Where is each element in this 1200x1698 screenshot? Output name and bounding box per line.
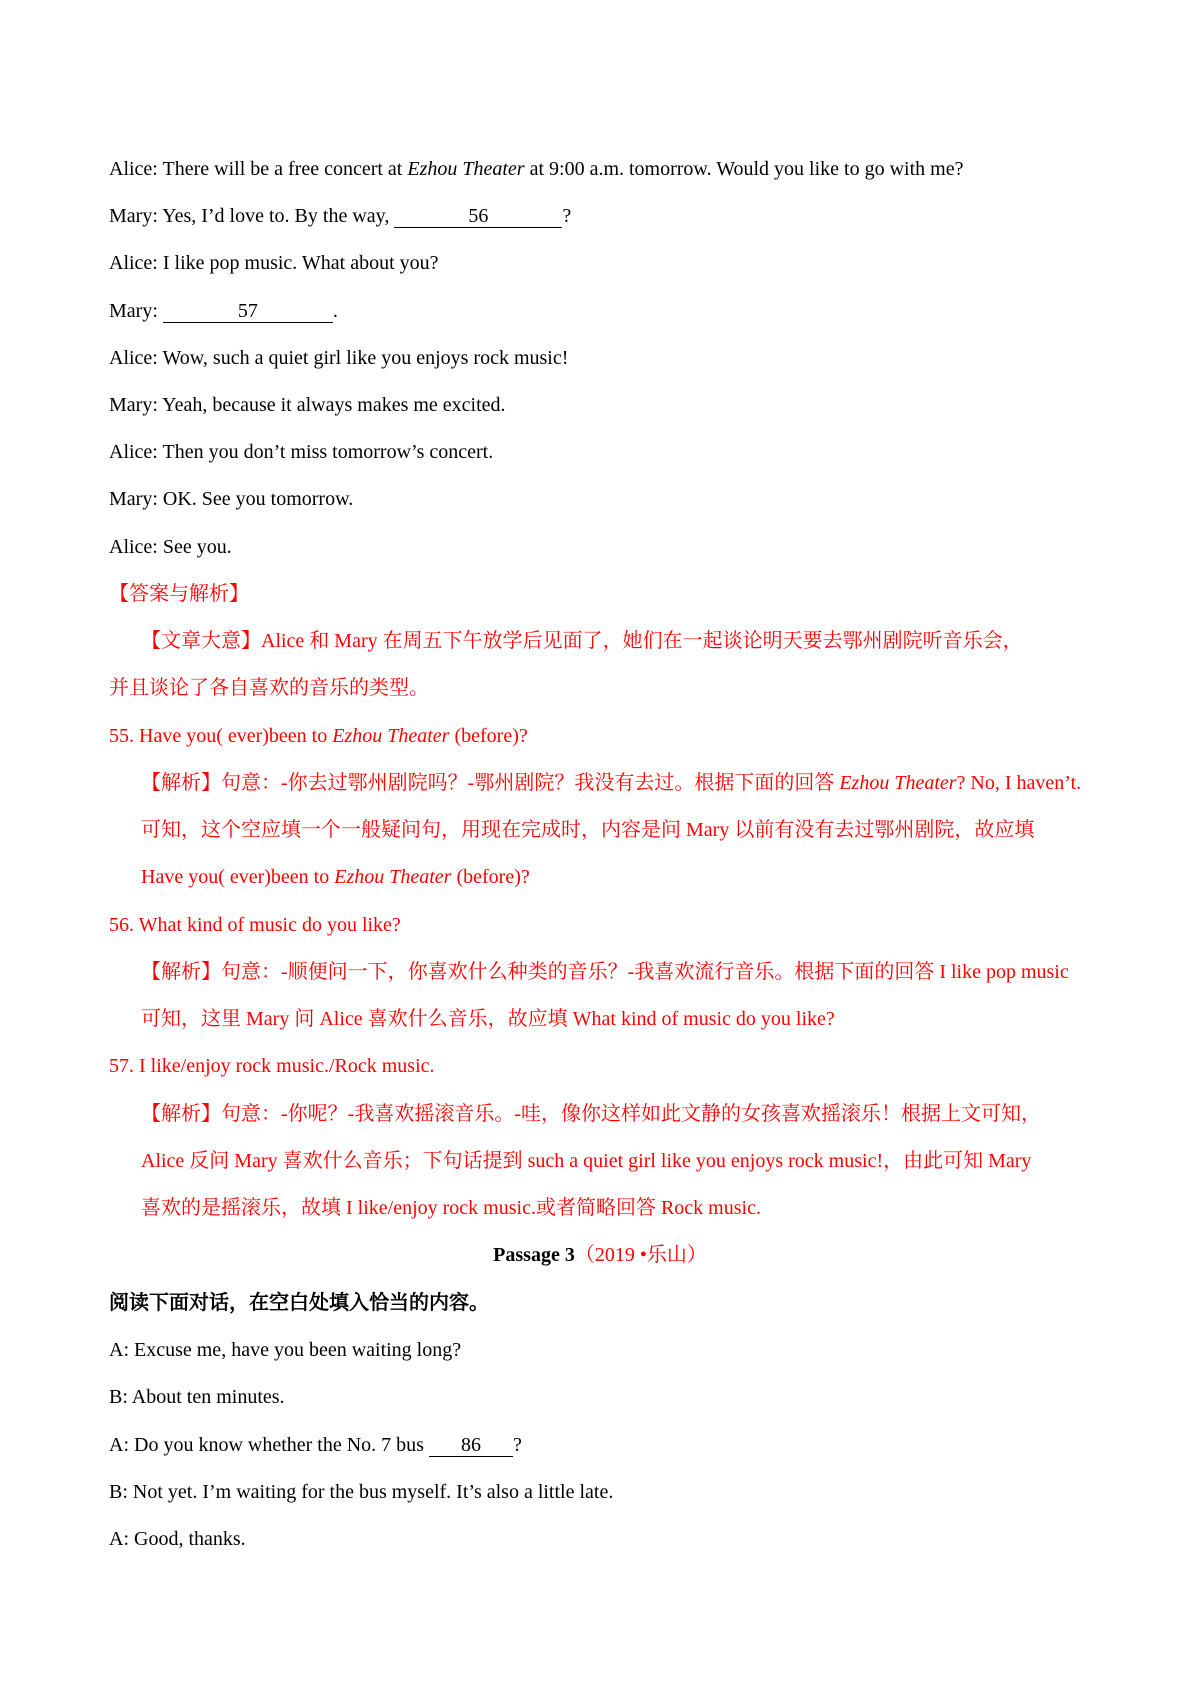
- passage-line-4: B: Not yet. I’m waiting for the bus myself. It’s also a little late.: [109, 1481, 614, 1503]
- blank-56: 56: [394, 205, 562, 228]
- blank-86: 86: [429, 1434, 513, 1457]
- dialogue-line-2: Mary: Yes, I’d love to. By the way, 56 ?: [109, 205, 572, 227]
- explanation-57-line-2: Alice 反问 Mary 喜欢什么音乐；下句话提到 such a quiet girl like you enjoys rock music!，由此可知 Mary: [141, 1150, 1032, 1172]
- explanation-55-line-1: 【解析】句意：-你去过鄂州剧院吗？-鄂州剧院？我没有去过。根据下面的回答 Ezhou Theater? No, I haven’t.: [141, 772, 1082, 794]
- answer-57: 57. I like/enjoy rock music./Rock music.: [109, 1055, 435, 1077]
- passage-instruction: 阅读下面对话，在空白处填入恰当的内容。: [109, 1292, 489, 1314]
- dialogue-line-4: Mary: 57 .: [109, 300, 338, 322]
- dialogue-line-5: Alice: Wow, such a quiet girl like you enjoys rock music!: [109, 347, 569, 369]
- dialogue-line-7: Alice: Then you don’t miss tomorrow’s concert.: [109, 441, 494, 463]
- dialogue-line-3: Alice: I like pop music. What about you?: [109, 252, 439, 274]
- passage-title: Passage 3: [493, 1244, 575, 1266]
- passage-3-heading: [0, 1241, 1200, 1269]
- summary-line-2: 并且谈论了各自喜欢的音乐的类型。: [109, 677, 429, 699]
- dialogue-line-1: Alice: There will be a free concert at Ezhou Theater at 9:00 a.m. tomorrow. Would you like to go with me?: [109, 158, 964, 180]
- explanation-55-line-3: Have you( ever)been to Ezhou Theater (before)?: [141, 866, 530, 888]
- answer-55: 55. Have you( ever)been to Ezhou Theater (before)?: [109, 725, 528, 747]
- dialogue-line-6: Mary: Yeah, because it always makes me excited.: [109, 394, 506, 416]
- explanation-57-line-1: 【解析】句意：-你呢？-我喜欢摇滚音乐。-哇，像你这样如此文静的女孩喜欢摇滚乐！根据上文可知，: [141, 1103, 1041, 1125]
- passage-line-5: A: Good, thanks.: [109, 1528, 246, 1550]
- blank-57: 57: [163, 300, 333, 323]
- explanation-57-line-3: 喜欢的是摇滚乐，故填 I like/enjoy rock music.或者简略回答 Rock music.: [141, 1197, 761, 1219]
- dialogue-line-9: Alice: See you.: [109, 536, 232, 558]
- explanation-56-line-1: 【解析】句意：-顺便问一下，你喜欢什么种类的音乐？-我喜欢流行音乐。根据下面的回答 I like pop music: [141, 961, 1069, 983]
- explanation-55-line-2: 可知，这个空应填一个一般疑问句，用现在完成时，内容是问 Mary 以前有没有去过鄂州剧院，故应填: [141, 819, 1035, 841]
- passage-source: （2019 •乐山）: [574, 1244, 707, 1266]
- passage-line-3: A: Do you know whether the No. 7 bus 86 ?: [109, 1434, 522, 1456]
- answer-56: 56. What kind of music do you like?: [109, 914, 401, 936]
- answer-header: 【答案与解析】: [109, 583, 249, 605]
- passage-line-1: A: Excuse me, have you been waiting long?: [109, 1339, 462, 1361]
- passage-line-2: B: About ten minutes.: [109, 1386, 285, 1408]
- explanation-56-line-2: 可知，这里 Mary 问 Alice 喜欢什么音乐，故应填 What kind of music do you like?: [141, 1008, 835, 1030]
- summary-line-1: 【文章大意】Alice 和 Mary 在周五下午放学后见面了，她们在一起谈论明天要去鄂州剧院听音乐会，: [141, 630, 1023, 652]
- dialogue-line-8: Mary: OK. See you tomorrow.: [109, 488, 354, 510]
